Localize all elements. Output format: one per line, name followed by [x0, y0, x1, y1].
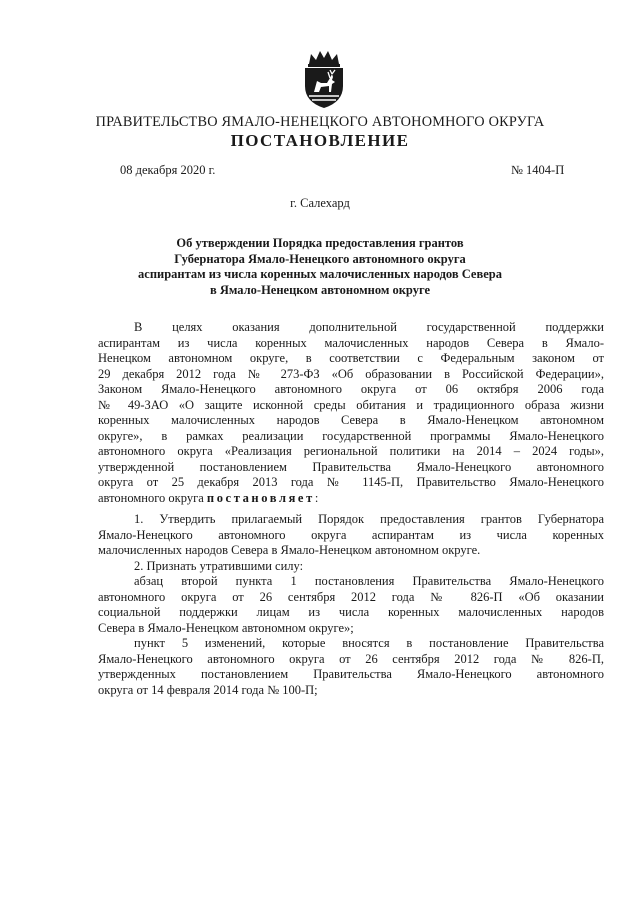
point-2-line: Ямало-Ненецкого автономного округа от 26 сентября 2012 года № 826-П,	[98, 651, 604, 666]
heading-line: Об утверждении Порядка предоставления грантов	[176, 236, 464, 250]
document-heading	[100, 236, 540, 298]
text-line: В целях оказания дополнительной государственной поддержки	[134, 320, 604, 334]
point-2-line: автономного округа от 26 сентября 2012 года № 826-П «Об оказании	[98, 589, 604, 604]
yamal-coat-of-arms-icon	[299, 48, 349, 110]
text-line: округе», в рамках реализации государственной программы Ямало-Ненецкого	[98, 428, 604, 443]
heading-line: в Ямало-Ненецком автономном округе	[209, 282, 431, 297]
document-city: г. Салехард	[290, 196, 350, 210]
point-2-line: социальной поддержки лицам из числа коренных малочисленных народов	[98, 605, 604, 619]
point-2-line: утвержденных постановлением Правительства Ямало-Ненецкого автономного	[98, 667, 604, 681]
point-2-line: пункт 5 изменений, которые вносятся в постановление Правительства	[134, 636, 604, 650]
resolution-points	[98, 512, 604, 698]
document-number: № 1404-П	[511, 163, 565, 177]
government-title: ПРАВИТЕЛЬСТВО ЯМАЛО-НЕНЕЦКОГО АВТОНОМНОГО ОКРУГА	[95, 114, 545, 130]
heading-line: Губернатора Ямало-Ненецкого автономного округа	[174, 251, 466, 266]
text-line: коренных малочисленных народов Севера в Ямало-Ненецком автономном	[98, 413, 604, 427]
text-line: автономного округа «Реализация региональной политики на 2014 – 2024 годы»,	[98, 444, 604, 458]
text-line: № 49-ЗАО «О защите исконной среды обитания и традиционного образа жизни	[98, 397, 604, 412]
point-2-line: округа от 14 февраля 2014 года № 100-П;	[98, 682, 318, 697]
document-type: ПОСТАНОВЛЕНИЕ	[230, 131, 410, 150]
resolves-word: постановляет	[206, 490, 315, 505]
point-1-line: малочисленных народов Севера в Ямало-Ненецком автономном округе.	[98, 543, 481, 557]
text-line: 29 декабря 2012 года № 273-ФЗ «Об образовании в Российской Федерации»,	[98, 366, 604, 381]
preamble-paragraph	[98, 320, 604, 506]
heading-line: аспирантам из числа коренных малочисленных народов Севера	[138, 267, 502, 281]
point-2-line: абзац второй пункта 1 постановления Правительства Ямало-Ненецкого	[134, 574, 604, 588]
document-date: 08 декабря 2020 г.	[120, 163, 216, 177]
point-1-line: Ямало-Ненецкого автономного округа аспирантам из числа коренных	[98, 527, 604, 542]
final-colon: :	[314, 490, 319, 505]
point-2-line: Севера в Ямало-Ненецком автономном округе»;	[98, 620, 354, 635]
point-1-line: 1. Утвердить прилагаемый Порядок предоставления грантов Губернатора	[134, 512, 604, 526]
final-line-text: автономного округа	[98, 490, 207, 505]
text-line: аспирантам из числа коренных малочисленных народов Севера в Ямало-	[98, 335, 604, 350]
point-2-line: 2. Признать утратившими силу:	[134, 558, 304, 573]
text-line: Законом Ямало-Ненецкого автономного округа от 06 октября 2006 года	[98, 382, 604, 396]
text-line: Ненецком автономном округе, в соответствии с Федеральным законом от	[98, 351, 604, 365]
text-line: утвержденной постановлением Правительства Ямало-Ненецкого автономного	[98, 459, 604, 474]
text-line-final	[98, 491, 604, 507]
text-line: округа от 25 декабря 2013 года № 1145-П, Правительство Ямало-Ненецкого	[98, 475, 604, 489]
